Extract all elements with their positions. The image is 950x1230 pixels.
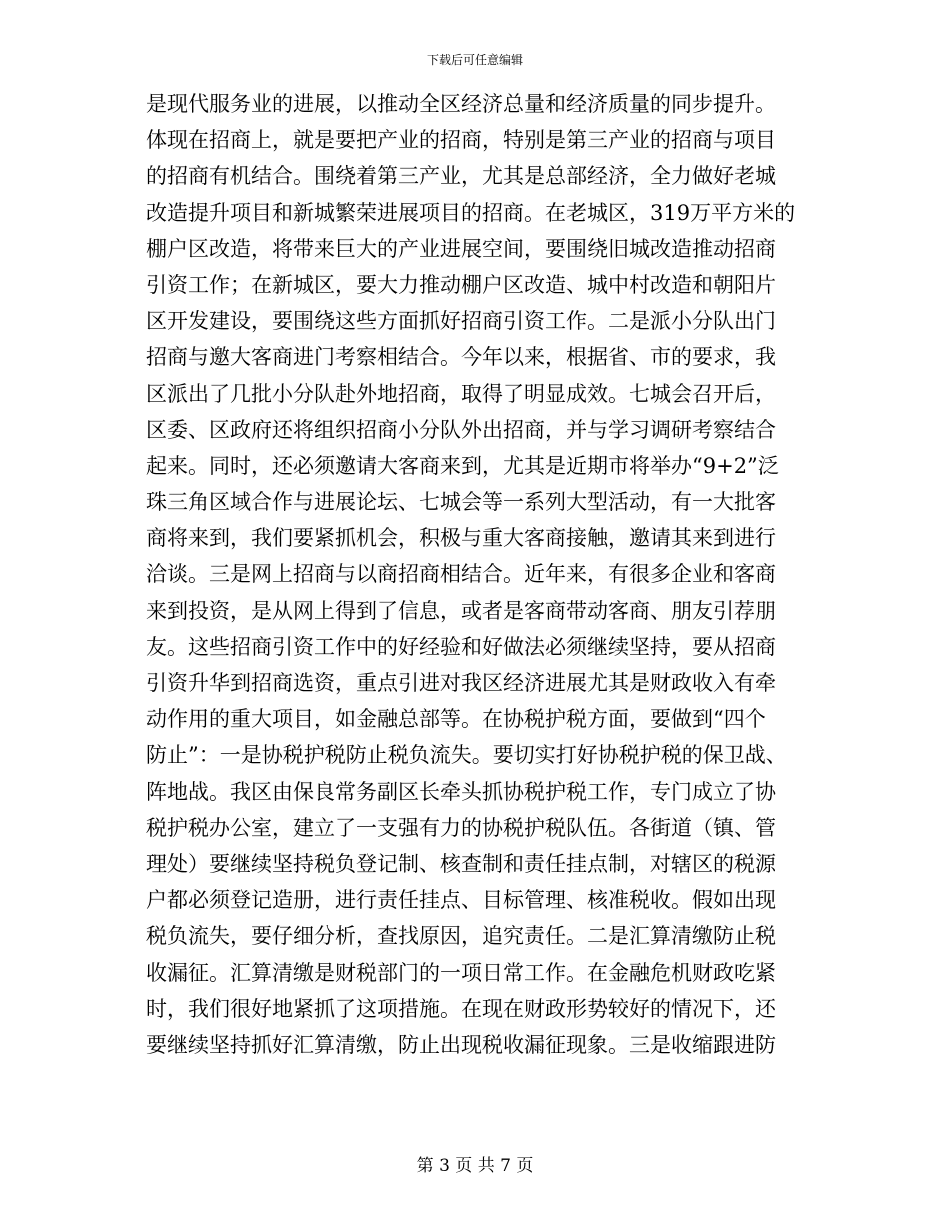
text-line: 珠三角区域合作与进展论坛、七城会等一系列大型活动，有一大批客 xyxy=(146,490,776,515)
text-line: 友。这些招商引资工作中的好经验和好做法必须继续坚持，要从招商 xyxy=(146,634,776,659)
text-line: 引资工作；在新城区，要大力推动棚户区改造、城中村改造和朝阳片 xyxy=(146,272,776,297)
page-number-label: 第 3 页 共 7 页 xyxy=(416,1156,534,1176)
text-line: 起来。同时，还必须邀请大客商来到，尤其是近期市将举办“9+2”泛 xyxy=(146,453,779,478)
text-line: 洽谈。三是网上招商与以商招商相结合。近年来，有很多企业和客商 xyxy=(146,562,776,587)
text-line: 改造提升项目和新城繁荣进展项目的招商。在老城区，319万平方米的 xyxy=(146,200,796,225)
text-line: 招商与邀大客商进门考察相结合。今年以来，根据省、市的要求，我 xyxy=(146,345,776,370)
text-line: 户都必须登记造册，进行责任挂点、目标管理、核准税收。假如出现 xyxy=(146,888,776,913)
text-line: 时，我们很好地紧抓了这项措施。在现在财政形势较好的情况下，还 xyxy=(146,996,776,1021)
page-header xyxy=(0,52,950,68)
text-line: 税负流失，要仔细分析，查找原因，追究责任。二是汇算清缴防止税 xyxy=(146,924,776,949)
page-footer xyxy=(0,1156,950,1176)
text-line: 引资升华到招商选资，重点引进对我区经济进展尤其是财政收入有牵 xyxy=(146,671,776,695)
text-line: 收漏征。汇算清缴是财税部门的一项日常工作。在金融危机财政吃紧 xyxy=(146,960,776,985)
document-body xyxy=(146,86,806,1063)
text-line: 理处）要继续坚持税负登记制、核查制和责任挂点制，对辖区的税源 xyxy=(146,851,776,876)
text-line: 商将来到，我们要紧抓机会，积极与重大客商接触，邀请其来到进行 xyxy=(146,526,776,551)
text-line: 区开发建设，要围绕这些方面抓好招商引资工作。二是派小分队出门 xyxy=(146,309,776,334)
text-line: 区派出了几批小分队赴外地招商，取得了明显成效。七城会召开后， xyxy=(146,381,776,406)
text-line: 税护税办公室，建立了一支强有力的协税护税队伍。各街道（镇、管 xyxy=(146,815,776,840)
text-line: 体现在招商上，就是要把产业的招商，特别是第三产业的招商与项目 xyxy=(146,128,776,153)
text-line: 是现代服务业的进展，以推动全区经济总量和经济质量的同步提升。 xyxy=(146,92,776,116)
text-line: 棚户区改造，将带来巨大的产业进展空间，要围绕旧城改造推动招商 xyxy=(146,236,776,261)
text-line: 的招商有机结合。围绕着第三产业，尤其是总部经济，全力做好老城 xyxy=(146,164,776,189)
text-line: 防止”：一是协税护税防止税负流失。要切实打好协税护税的保卫战、 xyxy=(146,743,787,768)
text-line: 阵地战。我区由保良常务副区长牵头抓协税护税工作，专门成立了协 xyxy=(146,779,776,804)
text-line: 区委、区政府还将组织招商小分队外出招商，并与学习调研考察结合 xyxy=(146,417,776,442)
text-line: 要继续坚持抓好汇算清缴，防止出现税收漏征现象。三是收缩跟进防 xyxy=(146,1032,776,1057)
text-line: 动作用的重大项目，如金融总部等。在协税护税方面，要做到“四个 xyxy=(146,707,766,732)
header-note: 下载后可任意编辑 xyxy=(426,53,523,67)
text-line: 来到投资，是从网上得到了信息，或者是客商带动客商、朋友引荐朋 xyxy=(146,598,776,623)
